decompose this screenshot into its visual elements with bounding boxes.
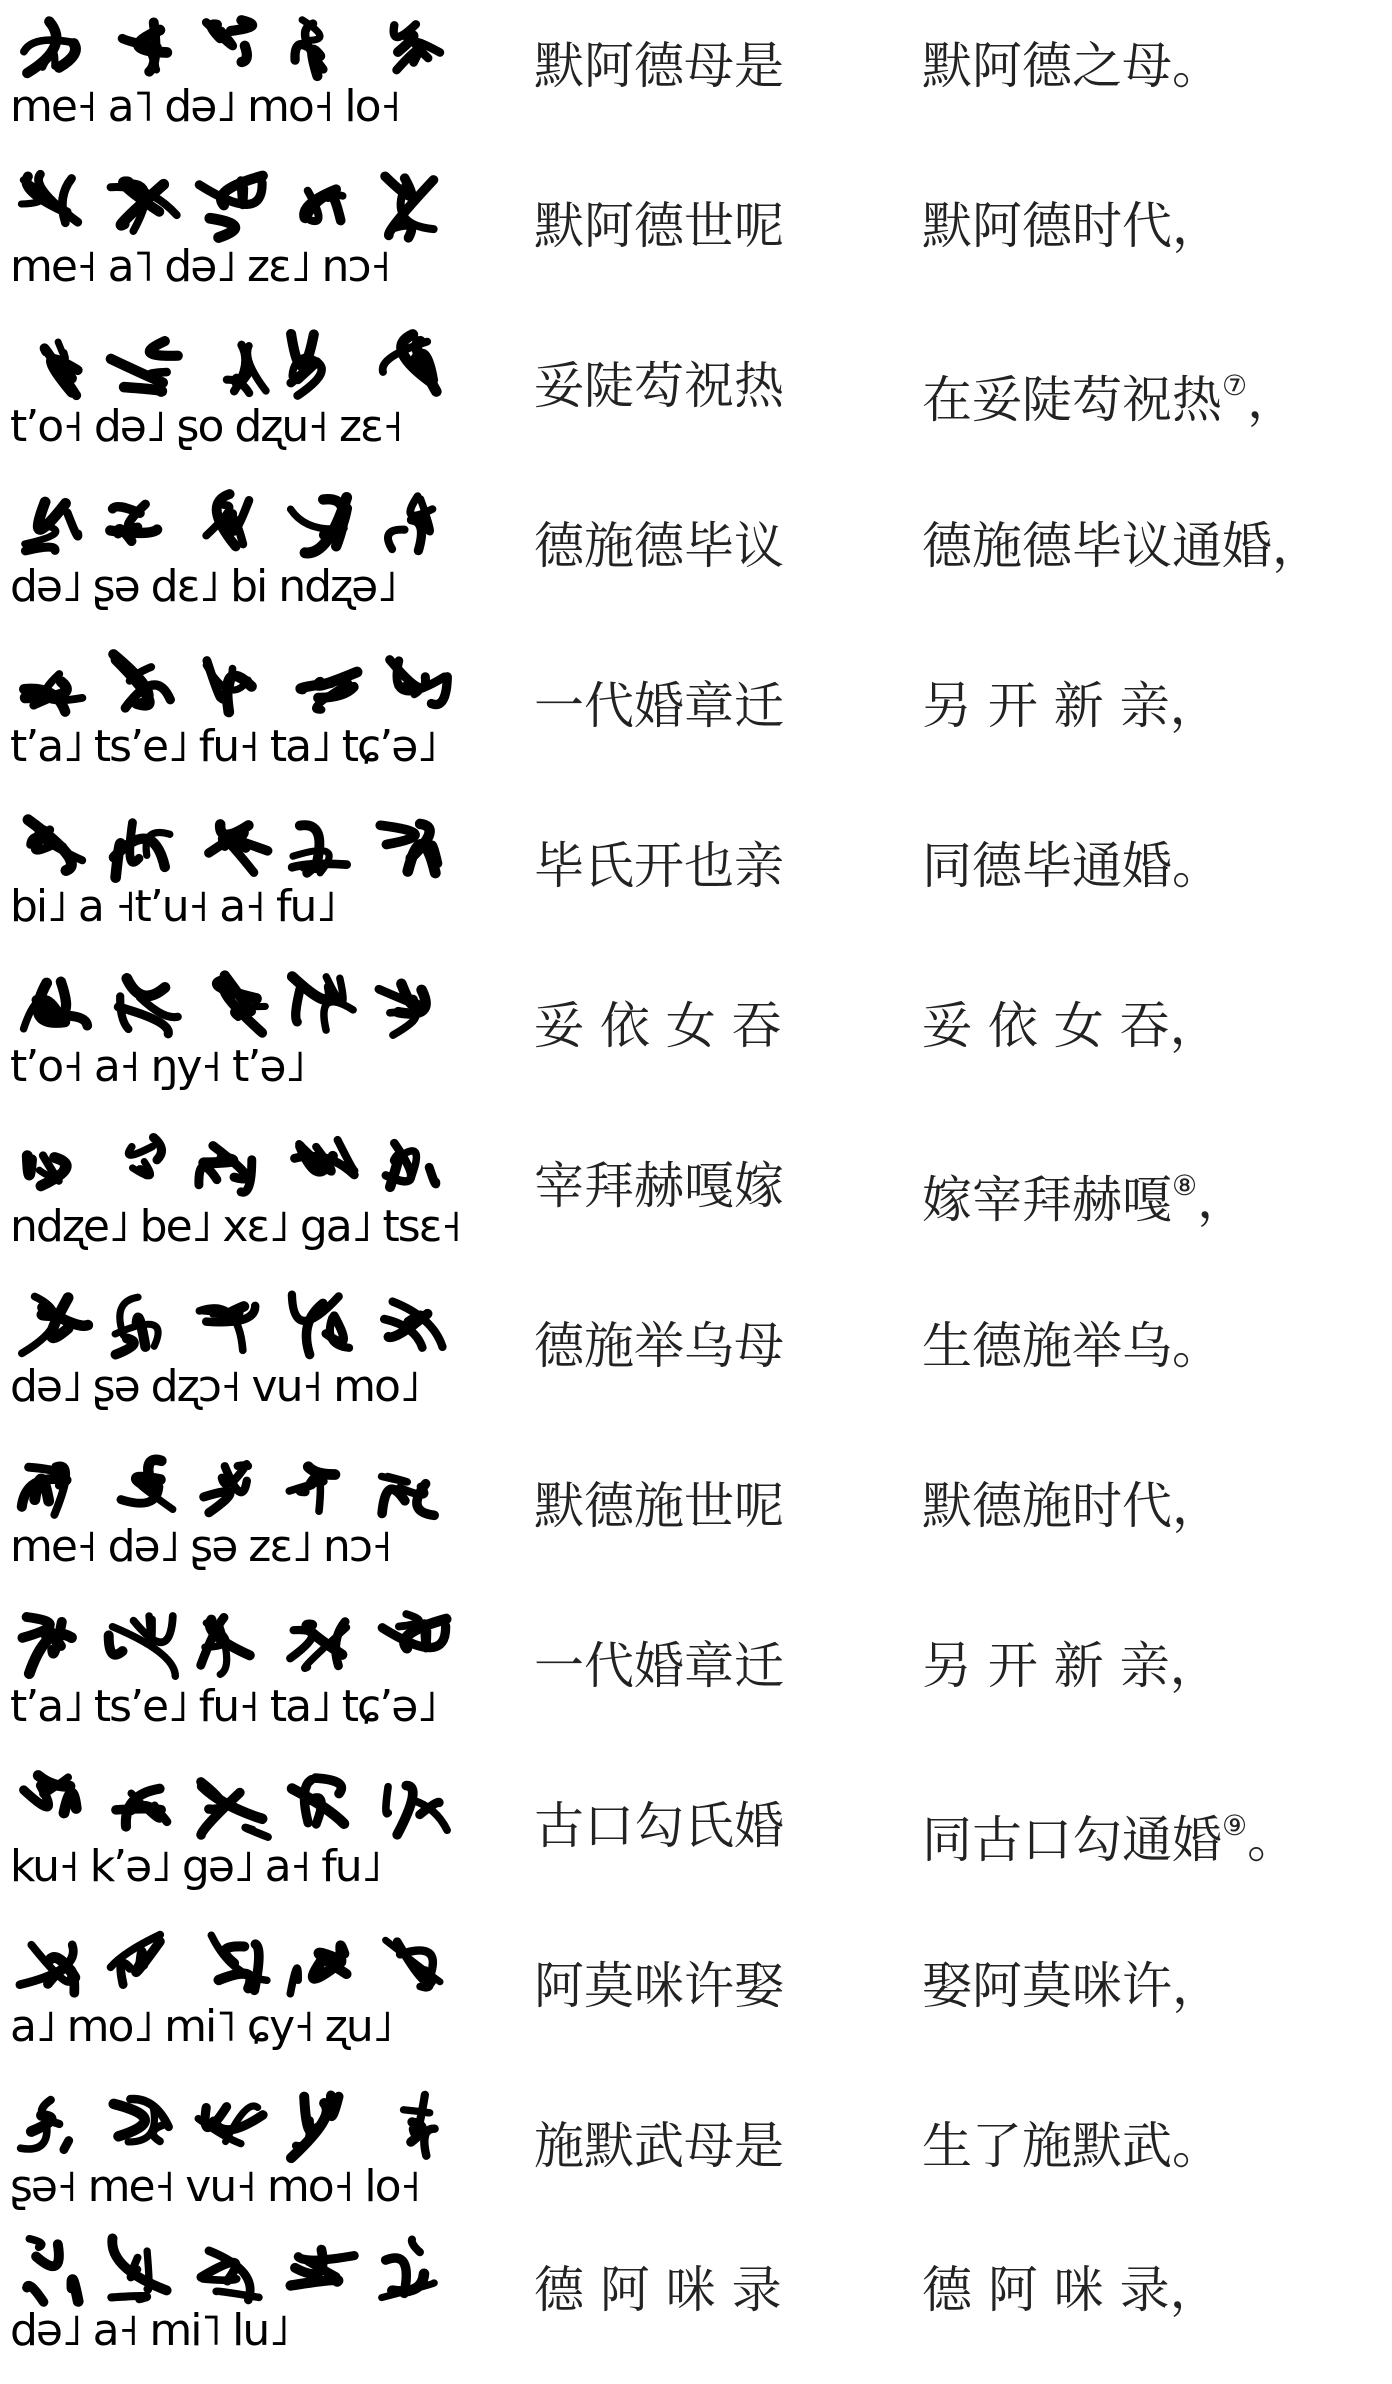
yi-glyph: [22, 1617, 71, 1674]
manuscript-line: [0, 800, 460, 950]
translation-text: 德 阿 咪 录，: [922, 2261, 1220, 2319]
yi-glyph: [217, 976, 265, 1033]
phonetic-transcription: bi˩ a ˧tʼu˧ a˧ fu˩: [10, 882, 336, 932]
yi-glyph: [292, 1778, 344, 1824]
yi-glyph: [292, 1295, 349, 1355]
yi-glyph: [394, 24, 440, 70]
text-row: [0, 0, 1392, 160]
yi-glyph: [206, 661, 251, 712]
translation-text: 娶阿莫咪许，: [922, 1957, 1222, 2015]
manuscript-line: [0, 1440, 460, 1590]
yi-script-glyphs: [14, 1288, 454, 1368]
yi-script-glyphs: [14, 168, 454, 248]
manuscript-line: [0, 480, 460, 630]
yi-glyph: [291, 2095, 339, 2158]
text-row: [0, 800, 1392, 960]
yi-glyph: [295, 1140, 355, 1175]
yi-glyph: [382, 1476, 435, 1515]
translation-text: 生德施举乌。: [922, 1317, 1222, 1375]
yi-glyph: [380, 824, 438, 873]
yi-glyph: [201, 2251, 259, 2300]
yi-script-glyphs: [14, 488, 454, 568]
manuscript-line: [0, 160, 460, 310]
translation: [922, 674, 1220, 738]
yi-script-glyphs: [14, 8, 454, 88]
phonetic-transcription: də˩ ʂə dʐɔ˧ vu˧ mo˩: [10, 1362, 419, 1412]
phonetic-transcription: tʼa˩ tsʼe˩ fu˧ ta˩ tɕʼə˩: [10, 1682, 436, 1732]
phonetic-transcription: tʼa˩ tsʼe˩ fu˧ ta˩ tɕʼə˩: [10, 722, 436, 772]
translation-text: 默德施时代，: [922, 1477, 1222, 1535]
translation-text: 另 开 新 亲，: [922, 677, 1220, 735]
translation: [922, 834, 1222, 898]
yi-glyph: [206, 20, 252, 62]
yi-glyph: [388, 496, 432, 550]
phonetic-transcription: tʼo˧ də˩ ʂo dʐu˧ zɛ˧: [10, 402, 402, 452]
yi-glyph: [21, 174, 77, 223]
text-row: [0, 2224, 1392, 2384]
yi-glyph: [116, 1789, 167, 1827]
yi-glyph: [21, 2100, 69, 2150]
phonetic-transcription: ndʐe˩ be˩ xɛ˩ ga˩ tsɛ˧: [10, 1202, 460, 1252]
yi-glyph: [129, 1138, 162, 1176]
manuscript-line: [0, 2080, 460, 2230]
manuscript-line: [0, 1920, 460, 2070]
word-gloss: 古口勾氏婚: [534, 1797, 784, 1855]
yi-script-glyphs: [14, 808, 454, 888]
yi-glyph: [204, 1464, 248, 1513]
yi-glyph: [121, 1460, 173, 1510]
yi-glyph: [44, 342, 77, 395]
yi-glyph: [384, 1302, 442, 1348]
text-row: [0, 160, 1392, 320]
yi-glyph: [22, 1297, 88, 1354]
word-gloss: 妥陡芶祝热: [534, 357, 784, 415]
yi-glyph: [24, 1776, 76, 1813]
yi-glyph: [24, 674, 82, 712]
yi-script-glyphs: [14, 648, 454, 728]
yi-glyph: [114, 823, 170, 878]
yi-script-glyphs: [14, 1928, 454, 2008]
yi-script-glyphs: [14, 968, 454, 1048]
yi-script-glyphs: [14, 328, 454, 408]
punctuation: ，: [1197, 1171, 1248, 1229]
text-row: [0, 1760, 1392, 1920]
word-gloss: 一代婚章迁: [534, 1637, 784, 1695]
yi-glyph: [383, 335, 437, 392]
translation-text: 在妥陡芶祝热: [922, 371, 1222, 429]
yi-glyph: [382, 2240, 435, 2298]
text-row: [0, 960, 1392, 1120]
yi-glyph: [111, 1935, 161, 1985]
manuscript-line: [0, 0, 460, 150]
translation: [922, 514, 1322, 578]
translation: [922, 1634, 1220, 1698]
yi-glyph: [198, 2106, 263, 2144]
yi-glyph: [390, 660, 448, 705]
yi-glyph: [290, 1622, 346, 1669]
translation: [922, 1154, 1247, 1232]
translation-text: 同德毕通婚。: [922, 837, 1222, 895]
translation-text: 嫁宰拜赫嘎: [922, 1171, 1172, 1229]
phonetic-transcription: ku˧ kʼə˩ gə˩ a˧ fu˩: [10, 1842, 381, 1892]
yi-glyph: [199, 176, 262, 238]
translation: [922, 34, 1222, 98]
translation: [922, 1794, 1297, 1872]
yi-glyph: [113, 654, 170, 708]
manuscript-line: [0, 640, 460, 790]
yi-glyph: [292, 977, 353, 1031]
text-row: [0, 1120, 1392, 1280]
yi-glyph: [27, 2239, 78, 2302]
yi-glyph: [22, 1465, 67, 1514]
yi-glyph: [115, 1297, 158, 1354]
yi-glyph: [290, 1945, 346, 1993]
translation-text: 另 开 新 亲，: [922, 1637, 1220, 1695]
yi-glyph: [20, 1945, 75, 1993]
text-row: [0, 1600, 1392, 1760]
translation: [922, 2114, 1222, 2178]
yi-glyph: [211, 1935, 267, 1990]
yi-glyph: [291, 2250, 355, 2286]
yi-glyph: [386, 1786, 447, 1835]
phonetic-transcription: də˩ ʂə dɛ˩ bi ndʐə˩: [10, 562, 396, 612]
phonetic-transcription: tʼo˧ a˧ ŋy˧ tʼə˩: [10, 1042, 305, 1092]
phonetic-transcription: ʂə˧ me˧ vu˧ mo˧ lo˧: [10, 2162, 420, 2212]
yi-glyph: [292, 825, 347, 873]
phonetic-transcription: me˧ a˥ də˩ zɛ˩ nɔ˧: [10, 242, 390, 292]
yi-glyph: [27, 1156, 66, 1186]
translation-text: 德施德毕议通婚，: [922, 517, 1322, 575]
word-gloss: 施默武母是: [534, 2117, 784, 2175]
yi-glyph: [206, 494, 249, 546]
yi-script-glyphs: [14, 1128, 454, 1208]
yi-glyph: [227, 345, 266, 393]
manuscript-line: [0, 1760, 460, 1910]
translation-text: 默阿德之母。: [922, 37, 1222, 95]
text-row: [0, 1440, 1392, 1600]
text-row: [0, 2080, 1392, 2240]
yi-glyph: [110, 504, 157, 541]
translation-text: 同古口勾通婚: [922, 1811, 1222, 1869]
translation: [922, 1954, 1222, 2018]
translation-text: 妥 依 女 吞，: [922, 997, 1220, 1055]
footnote-marker: ⑦: [1222, 369, 1248, 402]
yi-glyph: [28, 820, 82, 871]
yi-glyph: [201, 1782, 268, 1837]
yi-glyph: [291, 334, 322, 396]
phonetic-transcription: me˧ a˥ də˩ mo˧ lo˧: [10, 82, 400, 132]
yi-glyph: [201, 1618, 250, 1675]
word-gloss: 一代婚章迁: [534, 677, 784, 735]
yi-glyph: [295, 20, 323, 76]
yi-glyph: [386, 1143, 436, 1187]
text-row: [0, 640, 1392, 800]
yi-script-glyphs: [14, 1608, 454, 1688]
yi-glyph: [118, 979, 177, 1034]
word-gloss: 默阿德母是: [534, 37, 784, 95]
text-row: [0, 320, 1392, 480]
punctuation: 。: [1247, 1811, 1298, 1869]
word-gloss: 德施德毕议: [534, 517, 784, 575]
translation: [922, 354, 1297, 432]
manuscript-line: [0, 1280, 460, 1430]
yi-glyph: [209, 824, 268, 872]
word-gloss: 阿莫咪许娶: [534, 1957, 784, 2015]
yi-glyph: [111, 341, 178, 392]
footnote-marker: ⑨: [1222, 1809, 1248, 1842]
word-gloss: 妥 依 女 吞: [534, 997, 782, 1055]
yi-glyph: [114, 2099, 169, 2142]
word-gloss: 毕氏开也亲: [534, 837, 784, 895]
translation-text: 默阿德时代，: [922, 197, 1222, 255]
translation-text: 生了施默武。: [922, 2117, 1222, 2175]
yi-glyph: [111, 181, 177, 231]
yi-glyph: [289, 1467, 335, 1511]
yi-script-glyphs: [14, 2088, 454, 2168]
yi-glyph: [404, 2095, 435, 2156]
word-gloss: 默德施世呢: [534, 1477, 784, 1535]
word-gloss: 宰拜赫嘎嫁: [534, 1157, 784, 1215]
yi-glyph: [109, 1616, 176, 1676]
translation: [922, 194, 1222, 258]
text-row: [0, 1280, 1392, 1440]
phonetic-transcription: də˩ a˧ mi˥ lu˩: [10, 2306, 288, 2356]
punctuation: ，: [1247, 371, 1298, 429]
yi-script-glyphs: [14, 1448, 454, 1528]
yi-script-glyphs: [14, 2232, 454, 2312]
text-row: [0, 1920, 1392, 2080]
yi-glyph: [122, 22, 166, 71]
phonetic-transcription: a˩ mo˩ mi˥ ɕy˧ ʐu˩: [10, 2002, 392, 2052]
yi-glyph: [291, 498, 347, 553]
translation: [922, 994, 1220, 1058]
yi-script-glyphs: [14, 1768, 454, 1848]
translation: [922, 1474, 1222, 1538]
manuscript-line: [0, 2224, 460, 2374]
manuscript-line: [0, 1120, 460, 1270]
translation: [922, 1314, 1222, 1378]
phonetic-transcription: me˧ də˩ ʂə zɛ˩ nɔ˧: [10, 1522, 391, 1572]
yi-glyph: [199, 1146, 252, 1193]
yi-glyph: [24, 982, 88, 1029]
manuscript-line: [0, 960, 460, 1110]
word-gloss: 德施举乌母: [534, 1317, 784, 1375]
yi-glyph: [111, 2238, 166, 2299]
translation: [922, 2258, 1220, 2322]
yi-glyph: [199, 1306, 255, 1350]
yi-glyph: [24, 22, 76, 74]
yi-glyph: [25, 502, 78, 551]
manuscript-line: [0, 1600, 460, 1750]
yi-glyph: [304, 189, 343, 221]
yi-glyph: [385, 176, 434, 237]
text-row: [0, 480, 1392, 640]
word-gloss: 默阿德世呢: [534, 197, 784, 255]
yi-glyph: [382, 1614, 446, 1648]
word-gloss: 德 阿 咪 录: [534, 2261, 782, 2319]
yi-glyph: [386, 1940, 440, 1988]
yi-glyph: [301, 672, 358, 710]
manuscript-line: [0, 320, 460, 470]
yi-glyph: [379, 984, 426, 1035]
footnote-marker: ⑧: [1172, 1169, 1198, 1202]
